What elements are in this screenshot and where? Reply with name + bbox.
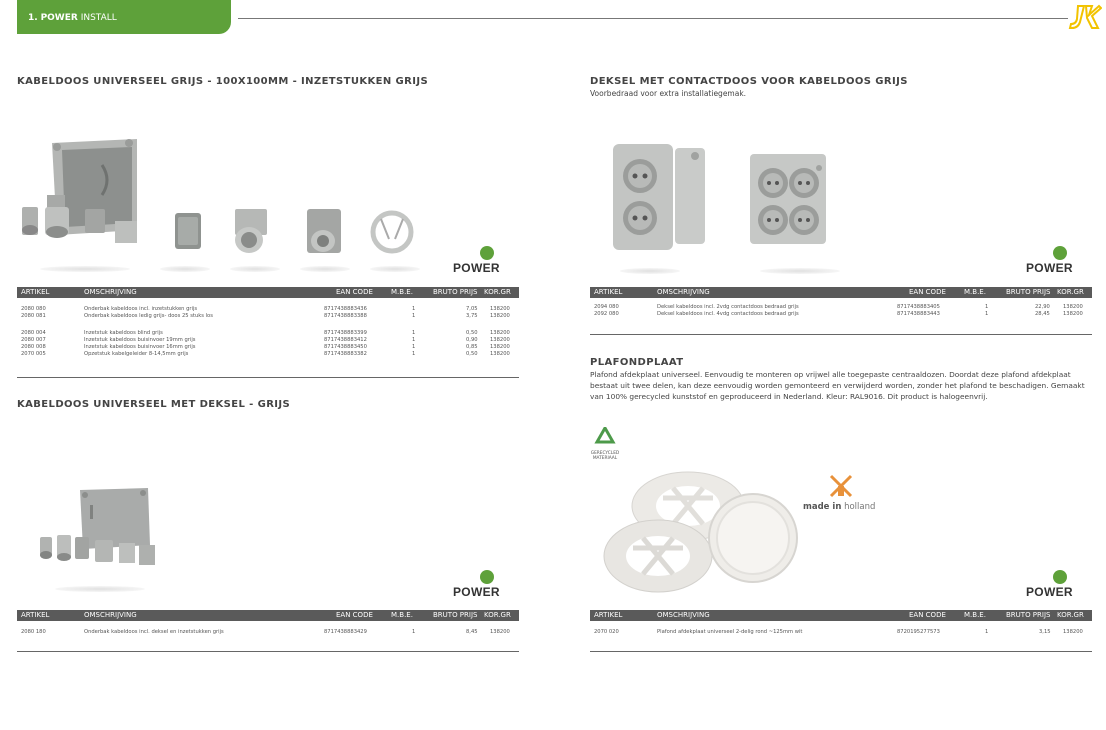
cell-omschrijving: Deksel kabeldoos incl. 4vdg contactdoos bedraad grijs <box>657 311 799 317</box>
recycled-badge <box>590 427 620 461</box>
col-mbe: M.B.E. <box>391 288 413 296</box>
cell-korgr: 138200 <box>490 351 510 357</box>
cell-mbe: 1 <box>985 304 989 310</box>
image-shadow <box>230 266 280 272</box>
cell-prijs: 0,85 <box>466 344 478 350</box>
section1-title: KABELDOOS UNIVERSEEL GRIJS - 100X100MM - INZETSTUKKEN GRIJS <box>17 76 429 87</box>
cell-artikel: 2080 007 <box>21 337 46 343</box>
recycle-icon <box>590 427 620 447</box>
cell-prijs: 28,45 <box>1035 311 1050 317</box>
col-korgr: KOR.GR <box>1057 288 1084 296</box>
image-shadow <box>760 268 840 274</box>
section4-title: PLAFONDPLAAT <box>590 357 684 368</box>
col-prijs: BRUTO PRIJS <box>1006 288 1051 296</box>
brand-logo-icon <box>1068 4 1102 30</box>
col-ean: EAN CODE <box>336 611 373 619</box>
cell-ean: 8717438883412 <box>324 337 367 343</box>
table-header <box>590 610 1092 621</box>
col-omschrijving: OMSCHRIJVING <box>657 611 710 619</box>
cell-mbe: 1 <box>412 337 416 343</box>
cell-mbe: 1 <box>412 351 416 357</box>
image-shadow <box>55 586 145 592</box>
section2-title: KABELDOOS UNIVERSEEL MET DEKSEL - GRIJS <box>17 399 291 410</box>
col-ean: EAN CODE <box>909 288 946 296</box>
col-mbe: M.B.E. <box>964 611 986 619</box>
col-mbe: M.B.E. <box>391 611 413 619</box>
cell-artikel: 2080 080 <box>21 306 46 312</box>
recycled-label-1: GERECYCLED <box>590 451 620 456</box>
table-header <box>17 610 519 621</box>
col-prijs: BRUTO PRIJS <box>433 611 478 619</box>
image-shadow <box>620 268 680 274</box>
cell-ean: 8720195277573 <box>897 629 940 635</box>
cell-ean: 8717438883436 <box>324 306 367 312</box>
cable-box-with-lid-image <box>35 485 165 575</box>
cell-omschrijving: Onderbak kabeldoos ledig grijs- doos 25 stuks los <box>84 313 213 319</box>
cell-prijs: 8,45 <box>466 629 478 635</box>
col-artikel: ARTIKEL <box>21 288 50 296</box>
table-bottom-rule <box>17 377 519 378</box>
cell-omschrijving: Onderbak kabeldoos incl. deksel en inzetstukken grijs <box>84 629 224 635</box>
cell-korgr: 138200 <box>1063 629 1083 635</box>
cell-korgr: 138200 <box>490 330 510 336</box>
cell-omschrijving: Onderbak kabeldoos incl. inzetstukken grijs <box>84 306 198 312</box>
chapter-number: 1. <box>28 13 38 23</box>
holland-label: holland <box>844 502 876 512</box>
cable-box-with-inserts-image <box>17 135 437 265</box>
cell-mbe: 1 <box>985 311 989 317</box>
image-shadow <box>370 266 420 272</box>
section2-table <box>17 610 519 654</box>
power-wordmark: POWER <box>1026 585 1073 599</box>
cell-mbe: 1 <box>412 313 416 319</box>
cell-prijs: 0,50 <box>466 330 478 336</box>
table-bottom-rule <box>590 651 1092 652</box>
cell-omschrijving: Inzetstuk kabeldoos buisinvoer 19mm grijs <box>84 337 196 343</box>
col-ean: EAN CODE <box>909 611 946 619</box>
chapter-tab <box>17 0 231 34</box>
recycled-label-2: MATERIAAL <box>592 456 618 461</box>
cell-prijs: 22,90 <box>1035 304 1050 310</box>
cell-prijs: 3,75 <box>466 313 478 319</box>
cell-ean: 8717438883382 <box>324 351 367 357</box>
col-omschrijving: OMSCHRIJVING <box>657 288 710 296</box>
col-omschrijving: OMSCHRIJVING <box>84 611 137 619</box>
power-leaf-icon <box>480 246 494 260</box>
cell-omschrijving: Inzetstuk kabeldoos blind grijs <box>84 330 163 336</box>
cell-prijs: 3,15 <box>1039 629 1051 635</box>
made-in-label: made in <box>803 502 842 512</box>
cell-artikel: 2080 081 <box>21 313 46 319</box>
section3-subtitle: Voorbedraad voor extra installatiegemak. <box>590 89 747 98</box>
section1-table <box>17 287 519 379</box>
cell-prijs: 7,05 <box>466 306 478 312</box>
power-logo <box>453 570 519 600</box>
col-korgr: KOR.GR <box>1057 611 1084 619</box>
col-omschrijving: OMSCHRIJVING <box>84 288 137 296</box>
col-prijs: BRUTO PRIJS <box>1006 611 1051 619</box>
power-wordmark: POWER <box>453 261 500 275</box>
col-korgr: KOR.GR <box>484 288 511 296</box>
cell-mbe: 1 <box>412 344 416 350</box>
power-leaf-icon <box>1053 570 1067 584</box>
cell-korgr: 138200 <box>490 306 510 312</box>
cell-ean: 8717438883405 <box>897 304 940 310</box>
cell-artikel: 2094 080 <box>594 304 619 310</box>
col-mbe: M.B.E. <box>964 288 986 296</box>
cell-korgr: 138200 <box>490 313 510 319</box>
section3-title: DEKSEL MET CONTACTDOOS VOOR KABELDOOS GRIJS <box>590 76 908 87</box>
col-artikel: ARTIKEL <box>21 611 50 619</box>
cell-omschrijving: Deksel kabeldoos incl. 2vdg contactdoos bedraad grijs <box>657 304 799 310</box>
image-shadow <box>300 266 350 272</box>
cell-ean: 8717438883399 <box>324 330 367 336</box>
cell-mbe: 1 <box>985 629 989 635</box>
cell-ean: 8717438883443 <box>897 311 940 317</box>
cell-korgr: 138200 <box>490 337 510 343</box>
header-rule <box>238 18 1068 19</box>
power-wordmark: POWER <box>1026 261 1073 275</box>
col-artikel: ARTIKEL <box>594 611 623 619</box>
table-bottom-rule <box>590 334 1092 335</box>
section3-table <box>590 287 1092 337</box>
socket-lid-image <box>605 138 845 263</box>
cell-ean: 8717438883388 <box>324 313 367 319</box>
image-shadow <box>160 266 210 272</box>
chapter-brand: POWER <box>40 13 78 23</box>
image-shadow <box>40 266 130 272</box>
windmill-icon <box>828 473 854 499</box>
power-wordmark: POWER <box>453 585 500 599</box>
cell-artikel: 2070 020 <box>594 629 619 635</box>
cell-korgr: 138200 <box>490 629 510 635</box>
cell-artikel: 2080 004 <box>21 330 46 336</box>
cell-omschrijving: Plafond afdekplaat universeel 2-delig rond ~125mm wit <box>657 629 803 635</box>
ceiling-plate-image <box>603 468 803 598</box>
cell-omschrijving: Opzetstuk kabelgeleider 8-14,5mm grijs <box>84 351 189 357</box>
chapter-label: INSTALL <box>80 13 117 23</box>
table-header <box>590 287 1092 298</box>
cell-mbe: 1 <box>412 330 416 336</box>
power-logo <box>453 246 519 276</box>
cell-artikel: 2080 008 <box>21 344 46 350</box>
cell-mbe: 1 <box>412 629 416 635</box>
cell-prijs: 0,90 <box>466 337 478 343</box>
power-logo <box>1026 570 1092 600</box>
section4-description: Plafond afdekplaat universeel. Eenvoudig te monteren op vrijwel alle toegepaste centraaldozen. Doordat deze plafond afdekplaat bestaat uit twee delen, kan deze eenvoudig worden gemonteerd en verwijderd worden, zonder het plafond te beschadigen. Gemaakt van 100% gerecycled kunststof en geproduceerd in Nederland. Kleur: RAL9016. Dit product is halogeenvrij. <box>590 370 1085 401</box>
section4-table <box>590 610 1092 654</box>
cell-korgr: 138200 <box>490 344 510 350</box>
power-logo <box>1026 246 1092 276</box>
power-leaf-icon <box>1053 246 1067 260</box>
cell-artikel: 2092 080 <box>594 311 619 317</box>
col-artikel: ARTIKEL <box>594 288 623 296</box>
cell-korgr: 138200 <box>1063 304 1083 310</box>
col-prijs: BRUTO PRIJS <box>433 288 478 296</box>
table-header <box>17 287 519 298</box>
cell-korgr: 138200 <box>1063 311 1083 317</box>
cell-ean: 8717438883450 <box>324 344 367 350</box>
col-korgr: KOR.GR <box>484 611 511 619</box>
cell-ean: 8717438883429 <box>324 629 367 635</box>
power-leaf-icon <box>480 570 494 584</box>
cell-prijs: 0,50 <box>466 351 478 357</box>
cell-artikel: 2080 180 <box>21 629 46 635</box>
col-ean: EAN CODE <box>336 288 373 296</box>
table-bottom-rule <box>17 651 519 652</box>
cell-omschrijving: Inzetstuk kabeldoos buisinvoer 16mm grijs <box>84 344 196 350</box>
cell-artikel: 2070 005 <box>21 351 46 357</box>
cell-mbe: 1 <box>412 306 416 312</box>
